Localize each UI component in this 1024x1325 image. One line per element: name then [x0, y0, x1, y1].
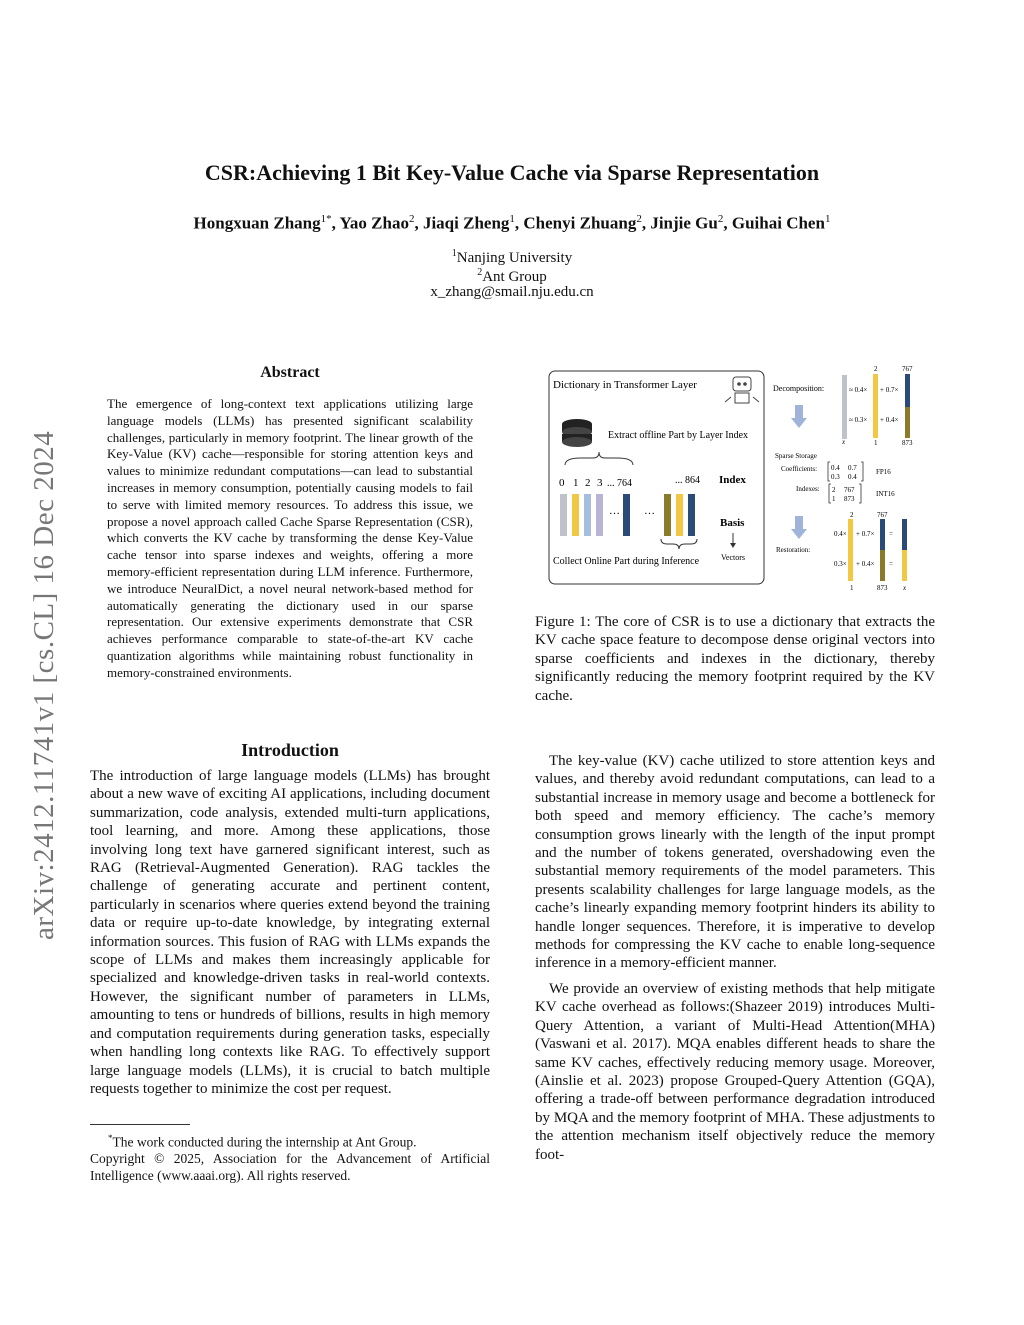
index-label: Index — [719, 474, 746, 486]
basis-vectors — [560, 494, 695, 536]
index-2: 2 — [585, 477, 591, 489]
decomposition-label: Decomposition: — [773, 384, 825, 393]
decomp-idx-1: 1 — [874, 439, 878, 447]
author-list — [0, 213, 1024, 234]
basis-2-bar — [873, 374, 878, 407]
decomp-idx-767: 767 — [902, 365, 913, 373]
index-type: INT16 — [876, 490, 895, 498]
restore-term-1: 0.4× — [834, 530, 847, 538]
restore-eq-2: = — [889, 560, 893, 568]
author-affiliation-mark: 2 — [408, 213, 415, 225]
restore-result-2 — [902, 550, 907, 581]
indexes-label: Indexes: — [796, 485, 820, 493]
vectors-label: Vectors — [721, 553, 745, 562]
basis-bar — [560, 494, 567, 536]
author-affiliation-mark: 2 — [636, 213, 642, 225]
basis-873-bar — [905, 407, 910, 438]
author-separator: , — [514, 213, 524, 233]
ellipsis: … — [644, 505, 655, 517]
author-affiliation-mark: 2 — [717, 213, 724, 225]
index-0: 0 — [559, 477, 565, 489]
coef-10: 0.3 — [831, 473, 840, 481]
affiliation-2-mark: 2 — [477, 267, 483, 278]
arrow-down-2 — [795, 516, 803, 529]
restore-idx-1: 1 — [850, 584, 854, 592]
basis-767-bar — [905, 374, 910, 407]
basis-bar — [584, 494, 591, 536]
body-paragraph: The key-value (KV) cache utilized to store attention keys and values, and thereby avoid redundant computations, can lead to a substantial increase in memory usage and become a bottleneck for both speed and memory efficiency. The cache’s memory consumption grows linearly with the length of the input prompt and the number of tokens generated, overshadowing even the substantial memory requirements of the model parameters. This presents scalability challenges for large language models, as the cache’s linearly expanding memory footprint hinders its ability to handle longer sequences. Therefore, it is imperative to develop methods for compressing the KV cache to enable long-sequence inference in a memory-efficient manner. — [535, 753, 935, 972]
affiliation-1-mark: 1 — [451, 248, 457, 259]
robot-icon — [725, 377, 759, 403]
restore-basis-767 — [880, 519, 885, 550]
down-arrow-head — [730, 543, 736, 548]
author-affiliation-mark: 1 — [824, 213, 831, 225]
restore-result-1 — [902, 519, 907, 550]
basis-bar — [596, 494, 603, 536]
index-3: 3 — [597, 477, 603, 489]
basis-label: Basis — [720, 517, 745, 529]
footnote-mark: * — [108, 1133, 113, 1143]
author-email: x_zhang@smail.nju.edu.cn — [430, 284, 594, 300]
idx-01: 767 — [844, 486, 855, 494]
footnote-rule — [90, 1124, 190, 1125]
basis-1-bar — [873, 407, 878, 438]
author-name: Chenyi Zhuang — [523, 213, 637, 233]
restore-term-4: + 0.4× — [856, 560, 875, 568]
author-affiliation-mark: 1 — [509, 213, 515, 225]
restored-x-label: x — [903, 584, 907, 592]
collect-label: Collect Online Part during Inference — [553, 556, 700, 567]
idx-00: 2 — [832, 486, 836, 494]
coef-01: 0.7 — [848, 464, 857, 472]
index-764: ... 764 — [607, 478, 632, 489]
author-name: Jinjie Gu — [650, 213, 718, 233]
ellipsis: … — [609, 505, 620, 517]
body-paragraph: We provide an overview of existing methods that help mitigate KV cache overhead as follows:(Shazeer 2019) introduces Multi-Query Attention, a variant of Multi-Head Attention(MHA)(Vaswani et al. 2017). MQA enables different heads to share the same KV caches, effectively reducing memory usage. Moreover, (Ainslie et al. 2023) propose Grouped-Query Attention (GQA), offering a trade-off between performance degradation introduced by MQA and the memory footprint of MHA. These adjustments to the attention mechanism itself objectively reduce the memory foot- — [535, 980, 935, 1163]
restore-idx-2: 2 — [850, 511, 854, 519]
author-name: Hongxuan Zhang — [193, 213, 321, 233]
decomp-idx-2: 2 — [874, 365, 878, 373]
coef-type: FP16 — [876, 468, 891, 476]
author-separator: , — [641, 213, 651, 233]
idx-10: 1 — [832, 495, 836, 503]
group-brace — [565, 452, 633, 465]
x-vector — [842, 375, 847, 439]
right-column-body — [535, 752, 935, 1164]
affiliation-1-name: Nanjing University — [456, 250, 573, 266]
decomp-term-1: ≈ 0.4× — [849, 386, 868, 394]
restore-term-2: + 0.7× — [856, 530, 875, 538]
author-separator: , — [414, 213, 423, 233]
decomp-term-4: + 0.4× — [880, 416, 899, 424]
decomp-idx-873: 873 — [902, 439, 913, 447]
online-brace — [661, 539, 697, 549]
coef-00: 0.4 — [831, 464, 840, 472]
author-affiliation-mark: 1* — [320, 213, 332, 225]
basis-bar — [623, 494, 630, 536]
arrow-down-1 — [795, 405, 803, 418]
author-separator: , — [331, 213, 340, 233]
database-icon — [562, 419, 592, 447]
basis-bar — [688, 494, 695, 536]
decomp-term-3: ≈ 0.3× — [849, 416, 868, 424]
index-1: 1 — [573, 477, 579, 489]
figure-1 — [543, 362, 921, 594]
restoration-label: Restoration: — [776, 546, 811, 554]
abstract-text: The emergence of long-context text applications utilizing large language models (LLMs) has presented significant scalability challenges, particularly in memory footprint. The linear growth of the Key-Value (KV) cache—responsible for storing attention keys and values to minimize redundant computations—can lead to substantial increases in memory consumption, potentially causing models to fail to serve with limited memory resources. To address this issue, we propose a novel approach called Cache Sparse Representation (CSR), which converts the KV cache by transforming the dense Key-Value cache tensor into sparse indexes and weights, offering a more memory-efficient representation during LLM inference. Furthermore, we introduce NeuralDict, a novel neural network-based method for automatically generating the dictionary used in our sparse representation. Our extensive experiments demonstrate that CSR achieves performance comparable to state-of-the-art KV cache quantization algorithms while maintaining robust functionality in memory-constrained environments. — [107, 396, 473, 680]
footnote-note: The work conducted during the internship at Ant Group. — [112, 1134, 417, 1150]
introduction-heading: Introduction — [241, 740, 339, 760]
copyright-notice: Copyright © 2025, Association for the Advancement of Artificial Intelligence (www.aaai.org). All rights reserved. — [90, 1151, 490, 1183]
arxiv-identifier: arXiv:2412.11741v1 [cs.CL] 16 Dec 2024 — [28, 430, 60, 940]
arrow-down-2-head — [791, 529, 807, 539]
coef-11: 0.4 — [848, 473, 857, 481]
restore-term-3: 0.3× — [834, 560, 847, 568]
idx-11: 873 — [844, 495, 855, 503]
basis-bar — [664, 494, 671, 536]
dictionary-title: Dictionary in Transformer Layer — [553, 379, 697, 391]
sparse-storage-label: Sparse Storage — [775, 452, 817, 460]
author-name: Yao Zhao — [339, 213, 409, 233]
restore-basis-1 — [848, 550, 853, 581]
restore-idx-873: 873 — [877, 584, 888, 592]
x-label: x — [842, 438, 846, 446]
paper-title: CSR:Achieving 1 Bit Key-Value Cache via Sparse Representation — [204, 160, 820, 185]
basis-bar — [676, 494, 683, 536]
coefficients-label: Coefficients: — [781, 465, 818, 473]
author-name: Guihai Chen — [731, 213, 825, 233]
restore-eq-1: = — [889, 530, 893, 538]
restore-basis-873 — [880, 550, 885, 581]
footnote — [90, 1130, 490, 1184]
introduction-body — [90, 767, 490, 1098]
arrow-down-1-head — [791, 418, 807, 428]
restore-idx-767: 767 — [877, 511, 888, 519]
introduction-paragraph: The introduction of large language models (LLMs) has brought about a new wave of exciting AI applications, including document summarization, code analysis, extended multi-turn applications, tool learning, and more. Among these applications, those involving long text have garnered significant interest, such as RAG (Retrieval-Augmented Generation). RAG tackles the challenge of generating accurate and pertinent content, particularly in scenarios where queries extend beyond the training data or require up-to-date knowledge, by integrating external information sources. This fusion of RAG with LLMs expands the scope of LLMs and makes them increasingly applicable for specialized and knowledge-driven tasks in real-world contexts. However, the significant number of parameters in LLMs, amounting to tens or hundreds of billions, results in high memory and computation requirements during generation tasks, especially when handling long contexts like RAG. To effectively support large language models (LLMs), it is crucial to batch multiple requests together to minimize the cost per request. — [90, 768, 490, 1097]
author-name: Jiaqi Zheng — [422, 213, 510, 233]
extract-label: Extract offline Part by Layer Index — [608, 430, 749, 441]
abstract-heading: Abstract — [260, 364, 320, 381]
basis-bar — [572, 494, 579, 536]
affiliation-2-name: Ant Group — [482, 269, 547, 285]
decomp-term-2: + 0.7× — [880, 386, 899, 394]
index-864: ... 864 — [675, 475, 700, 486]
figure-caption: Figure 1: The core of CSR is to use a dictionary that extracts the KV cache space feature to decompose dense original vectors into sparse coefficients and indexes in the dictionary, thereby significantly reducing the memory footprint required by the KV cache. — [535, 614, 935, 704]
restore-basis-2 — [848, 519, 853, 550]
author-separator: , — [723, 213, 732, 233]
